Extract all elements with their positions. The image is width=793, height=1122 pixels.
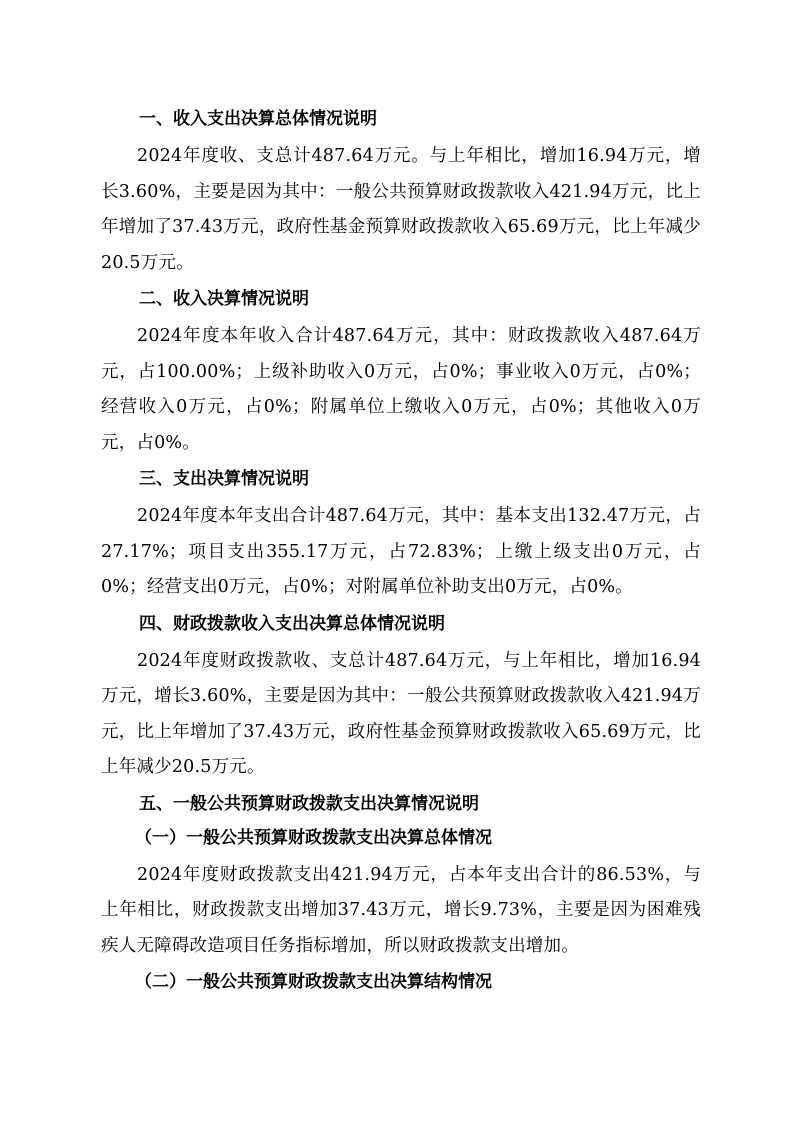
paragraph-1: 2024年度收、支总计487.64万元。与上年相比，增加16.94万元，增长3.60%，主要是因为其中：一般公共预算财政拨款收入421.94万元，比上年增加了37.43万元，政府性基金预算财政拨款收入65.69万元，比上年减少20.5万元。	[101, 146, 701, 273]
document-body	[101, 105, 701, 1002]
section-heading-5: 五、一般公共预算财政拨款支出决算情况说明	[139, 793, 479, 814]
paragraph-3: 2024年度本年支出合计487.64万元，其中：基本支出132.47万元，占27.17%；项目支出355.17万元，占72.83%；上缴上级支出0万元，占0%；经营支出0万元，占0%；对附属单位补助支出0万元，占0%。	[101, 506, 701, 597]
section-heading-4: 四、财政拨款收入支出决算总体情况说明	[139, 613, 445, 634]
subsection-heading-5-2: （二）一般公共预算财政拨款支出决算结构情况	[135, 972, 492, 992]
section-heading-2: 二、收入决算情况说明	[139, 289, 309, 309]
section-heading-3: 三、支出决算情况说明	[139, 469, 309, 489]
paragraph-5-1: 2024年度财政拨款支出421.94万元，占本年支出合计的86.53%，与上年相比，财政拨款支出增加37.43万元，增长9.73%，主要是因为困难残疾人无障碍改造项目任务指标增加，所以财政拨款支出增加。	[101, 864, 701, 956]
paragraph-2: 2024年度本年收入合计487.64万元，其中：财政拨款收入487.64万元，占100.00%；上级补助收入0万元，占0%；事业收入0万元，占0%；经营收入0万元，占0%；附属单位上缴收入0万元，占0%；其他收入0万元，占0%。	[101, 326, 701, 453]
subsection-heading-5-1: （一）一般公共预算财政拨款支出决算总体情况	[135, 827, 492, 848]
paragraph-4: 2024年度财政拨款收、支总计487.64万元，与上年相比，增加16.94万元，增长3.60%，主要是因为其中：一般公共预算财政拨款收入421.94万元，比上年增加了37.43万元，政府性基金预算财政拨款收入65.69万元，比上年减少20.5万元。	[101, 650, 701, 777]
section-heading-1: 一、收入支出决算总体情况说明	[139, 109, 377, 129]
